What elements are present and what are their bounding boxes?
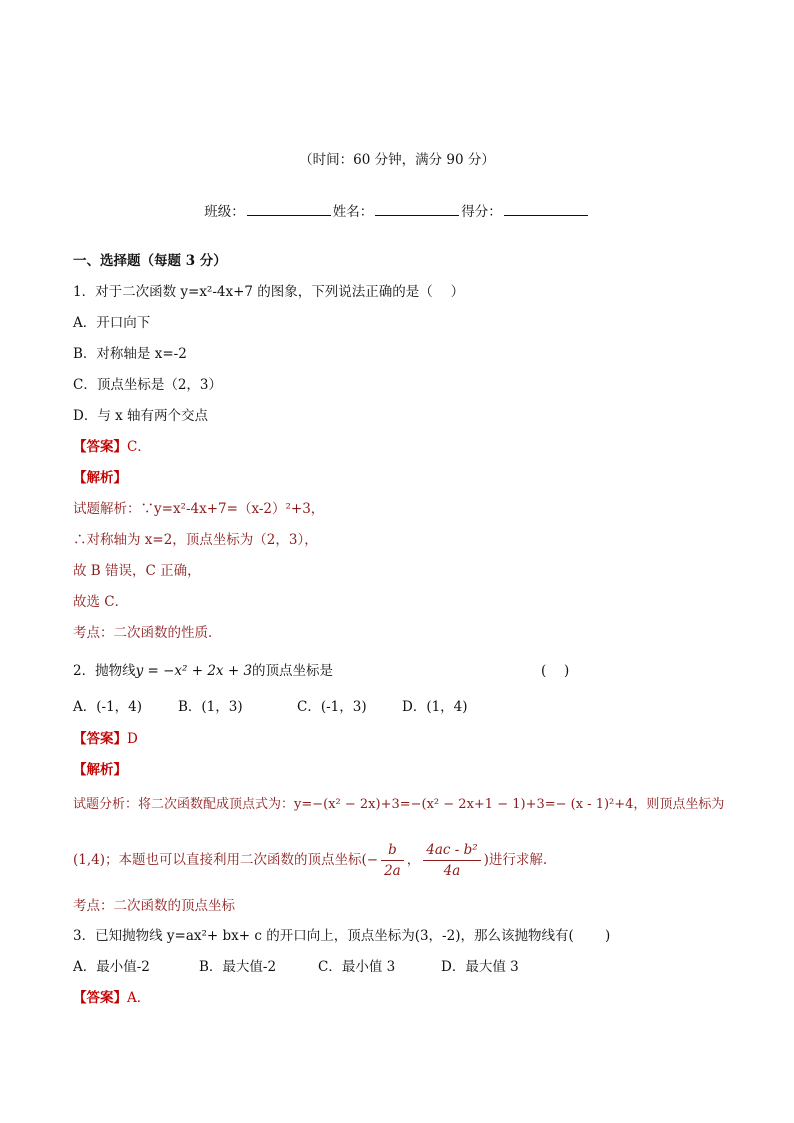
- q2-stem-prefix: 2．抛物线: [73, 663, 136, 679]
- class-blank[interactable]: [247, 201, 331, 216]
- q3-option-a: A．最小值-2: [73, 959, 150, 975]
- q2-analysis-line-2: [73, 836, 734, 884]
- q2-answer-paren: ( ): [541, 663, 570, 679]
- q2-stem-suffix: 的顶点坐标是: [252, 663, 334, 679]
- q1-option-c: C．顶点坐标是（2，3）: [73, 377, 223, 393]
- fraction-denominator: 2a: [384, 863, 401, 879]
- class-label: 班级：: [204, 204, 245, 220]
- answer-label: 【答案】: [73, 731, 127, 747]
- q1-analysis-line-2: ∴对称轴为 x=2，顶点坐标为（2，3），: [73, 532, 318, 548]
- q2-point: 考点：二次函数的顶点坐标: [73, 898, 235, 914]
- time-note: （时间：60 分钟，满分 90 分）: [299, 152, 495, 168]
- q3-answer: [73, 988, 734, 1008]
- q2-option-b: B．(1，3): [178, 699, 243, 715]
- answer-value: D: [127, 731, 138, 747]
- fraction-separator: ，: [406, 852, 421, 868]
- fraction-numerator: 4ac - b²: [423, 840, 480, 861]
- section-title: 一、选择题（每题 3 分）: [73, 253, 227, 269]
- q1-analysis-line-3: 故 B 错误，C 正确，: [73, 563, 201, 579]
- q1-option-d: D．与 x 轴有两个交点: [73, 408, 209, 424]
- q3-option-c: C．最小值 3: [318, 959, 396, 975]
- score-label: 得分：: [461, 204, 502, 220]
- student-info-row: [0, 201, 794, 222]
- q1-point: 考点：二次函数的性质．: [73, 625, 222, 641]
- fraction-4ac-b2-over-4a: [423, 840, 480, 881]
- answer-label: 【答案】: [73, 990, 127, 1006]
- q2-option-d: D．(1，4): [402, 699, 468, 715]
- q1-stem: 1．对于二次函数 y=x²-4x+7 的图象，下列说法正确的是（ ）: [73, 284, 465, 300]
- q2-analysis-line-1: 试题分析：将二次函数配成顶点式为：y=−(x² − 2x)+3=−(x² − 2x+1 − 1)+3=− (x - 1)²+4，则顶点坐标为: [73, 797, 725, 812]
- answer-label: 【答案】: [73, 439, 127, 455]
- q2-stem: [73, 661, 734, 681]
- name-label: 姓名：: [332, 204, 374, 220]
- q2-option-c: C．(-1，3): [297, 699, 367, 715]
- score-blank[interactable]: [504, 201, 588, 216]
- answer-value: C．: [127, 439, 151, 455]
- q1-option-a: A．开口向下: [73, 315, 151, 331]
- q2-formula: y = −x² + 2x + 3: [135, 663, 253, 679]
- q1-answer: [73, 437, 734, 457]
- q1-option-b: B．对称轴是 x=-2: [73, 346, 187, 362]
- q3-option-d: D．最大值 3: [441, 959, 519, 975]
- fraction-denominator: 4a: [443, 863, 461, 879]
- q1-analysis-line-1: 试题解析：∵y=x²-4x+7=（x-2）²+3，: [73, 501, 325, 517]
- q2-analysis-label: 【解析】: [73, 762, 127, 778]
- q3-option-b: B．最大值-2: [199, 959, 277, 975]
- q2-analysis-suffix: )进行求解.: [483, 852, 548, 868]
- fraction-b-over-2a: [381, 840, 404, 881]
- q3-stem: 3．已知抛物线 y=ax²+ bx+ c 的开口向上，顶点坐标为(3，-2)，那么该抛物线有( ): [73, 928, 611, 944]
- answer-value: A．: [127, 990, 151, 1006]
- q2-option-a: A．(-1，4): [73, 699, 143, 715]
- q2-answer: [73, 729, 734, 749]
- name-blank[interactable]: [375, 201, 459, 216]
- fraction-numerator: b: [381, 840, 404, 861]
- q1-analysis-label: 【解析】: [73, 470, 127, 486]
- q1-analysis-line-4: 故选 C．: [73, 594, 129, 610]
- q2-analysis-prefix: (1,4)；本题也可以直接利用二次函数的顶点坐标(−: [73, 852, 379, 868]
